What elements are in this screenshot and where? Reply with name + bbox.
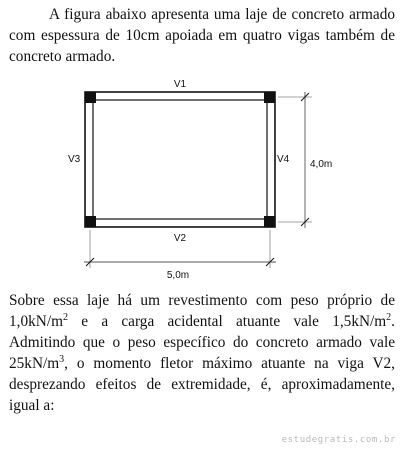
intro-paragraph: A figura abaixo apresenta uma laje de concreto armado com espessura de 10cm apoiada em quatro vigas também de concreto armado. xyxy=(9,6,395,65)
column-bottom-right xyxy=(264,216,275,227)
question-text-2: e a carga acidental atuante vale 1,5kN/m xyxy=(67,313,387,330)
question-sup-3: 3 xyxy=(59,354,65,365)
question-paragraph xyxy=(9,290,395,416)
beam-frame-outer xyxy=(85,92,275,227)
question-text-4: , o momento fletor máximo atuante na viga V2, desprezando efeitos de extremidade, é, aproximadamente, igual a: xyxy=(9,355,395,414)
beam-label-v2: V2 xyxy=(173,233,187,244)
dim-label-width: 5,0m xyxy=(166,270,190,281)
column-top-right xyxy=(264,92,275,103)
column-top-left xyxy=(85,92,96,103)
beam-label-v4: V4 xyxy=(277,154,290,165)
beam-frame-inner xyxy=(93,100,267,219)
column-bottom-left xyxy=(85,216,96,227)
watermark: estudegratis.com.br xyxy=(281,435,396,445)
question-sup-2: 2 xyxy=(386,312,392,323)
dim-label-height: 4,0m xyxy=(310,159,333,170)
beam-label-v3: V3 xyxy=(68,154,81,165)
question-sup-1: 2 xyxy=(62,312,68,323)
question-text-1: Sobre essa laje há um revestimento com peso próprio de 1,0kN/m xyxy=(9,292,395,330)
question-text-3: . Admitindo que o peso específico do concreto armado vale 25kN/m xyxy=(9,313,395,372)
beam-label-v1: V1 xyxy=(173,79,187,90)
